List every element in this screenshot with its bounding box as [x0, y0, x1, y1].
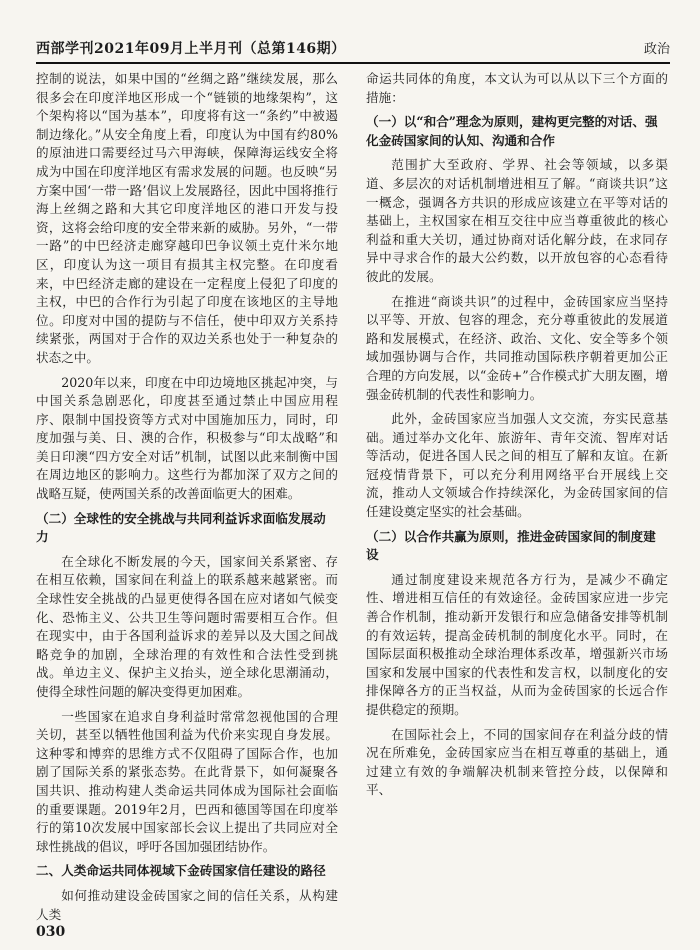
subsection-heading: （二）以合作共赢为原则，推进金砖国家间的制度建设	[366, 528, 656, 563]
journal-title: 西部学刊2021年09月上半月刊（总第146期）	[36, 41, 346, 57]
paragraph: 命运共同体的角度，本文认为可以从以下三个方面的措施：	[366, 71, 668, 105]
subsection-heading: （二）全球性的安全挑战与共同利益诉求面临发展动力	[36, 510, 326, 545]
right-column	[366, 70, 668, 932]
paragraph: 在推进“商谈共识”的过程中，金砖国家应当坚持以平等、开放、包容的理念，充分尊重彼此的发展道路和发展模式，在经济、政治、文化、安全等多个领域加强协调与合作，共同推动国际秩序朝着更加公正合理的方向发展，以“金砖+”合作模式扩大朋友圈，增强金砖机制的代表性和影响力。	[366, 293, 668, 402]
paragraph: 在全球化不断发展的今天，国家间关系紧密、存在相互依赖，国家间在利益上的联系越来越紧密。而全球性安全挑战的凸显更使得各国在应对诸如气候变化、恐怖主义、公共卫生等问题时需要相互合作。但在现实中，由于各国利益诉求的差异以及大国之间战略竞争的加剧，全球治理的有效性和合法性受到挑战。单边主义、保护主义抬头，逆全球化思潮涌动，使得全球性问题的解决变得更加困难。	[36, 553, 338, 699]
subsection-heading: （一）以“和合”理念为原则，建构更完整的对话、强化金砖国家间的认知、沟通和合作	[366, 114, 658, 148]
header-rule	[36, 62, 670, 64]
page-number: 030	[36, 924, 66, 940]
paragraph: 范围扩大至政府、学界、社会等领域，以多渠道、多层次的对话机制增进相互了解。“商谈共识”这一概念，强调各方共识的形成应该建立在平等对话的基础上，主权国家在相互交往中应当尊重彼此的核心利益和重大关切，通过协商对话化解分歧，在求同存异中寻求合作的最大公约数，以开放包容的心态看待彼此的发展。	[366, 157, 668, 284]
paragraph: 在国际社会上，不同的国家间存在利益分歧的情况在所难免，金砖国家应当在相互尊重的基础上，通过建立有效的争端解决机制来管控分歧，以保障和平、	[366, 726, 668, 798]
paragraph: 2020年以来，印度在中印边境地区挑起冲突，与中国关系急剧恶化，印度甚至通过禁止中国应用程序、限制中国投资等方式对中国施加压力，同时，印度加强与美、日、澳的合作，积极参与“印太战略”和美日印澳“四方安全对话”机制，试图以此来制衡中国在周边地区的影响力。这些行为都加深了双方之间的战略互疑，使两国关系的改善面临更大的困难。	[36, 374, 338, 502]
paragraph: 控制的说法，如果中国的“丝绸之路”继续发展，那么很多会在印度洋地区形成一个“链锁的地缘架构”，这个架构将以“国为基本”，印度将有这一“条约”中被遏制边缘化。”从安全角度上看，印度认为中国有约80%的原油进口需要经过马六甲海峡，保障海运线安全将成为中国在印度洋地区有需求发展的问题。也反映“另方案中国‘一带一路’倡议上发展路径，因此中国将推行海上丝绸之路和大其它印度洋地区的港口开发与投资，这将会给印度的安全带来新的威胁。另外，“一带一路”的中巴经济走廊穿越印巴争议领土克什米尔地区，印度认为这一项目有损其主权完整。在印度看来，中巴经济走廊的建设在一定程度上侵犯了印度的主权，中巴的合作行为引起了印度在该地区的主导地位。印度对中国的提防与不信任，使中印双方关系持续紧张，两国对于合作的双边关系也处于一种复杂的状态之中。	[36, 71, 338, 365]
paragraph: 如何推动建设金砖国家之间的信任关系，从构建人类	[36, 887, 338, 922]
section-label: 政治	[643, 42, 670, 57]
paragraph: 此外，金砖国家应当加强人文交流，夯实民意基础。通过举办文化年、旅游年、青年交流、智库对话等活动，促进各国人民之间的相互了解和友谊。在新冠疫情背景下，可以充分利用网络平台开展线上交流，推动人文领域合作持续深化，为金砖国家间的信任建设奠定坚实的社会基础。	[366, 411, 668, 520]
left-column	[36, 70, 338, 932]
paragraph: 一些国家在追求自身利益时常常忽视他国的合理关切，甚至以牺牲他国利益为代价来实现自身发展。这种零和博弈的思维方式不仅阻碍了国际合作，也加剧了国际关系的紧张态势。在此背景下，如何凝聚各国共识、推动构建人类命运共同体成为国际社会面临的重要课题。2019年2月，巴西和德国等国在印度举行的第10次发展中国家部长会议上提出了共同应对全球性挑战的倡议，呼吁各国加强团结协作。	[36, 708, 338, 854]
paragraph: 通过制度建设来规范各方行为，是减少不确定性、增进相互信任的有效途径。金砖国家应进一步完善合作机制，推动新开发银行和应急储备安排等机制的有效运转，提高金砖机制的制度化水平。同时，在国际层面积极推动全球治理体系改革，增强新兴市场国家和发展中国家的代表性和发言权，以制度化的安排保障各方的正当权益，从而为金砖国家的长远合作提供稳定的预期。	[366, 571, 668, 717]
section-heading: 二、人类命运共同体视域下金砖国家信任建设的路径	[36, 863, 326, 879]
page-header	[36, 36, 670, 60]
